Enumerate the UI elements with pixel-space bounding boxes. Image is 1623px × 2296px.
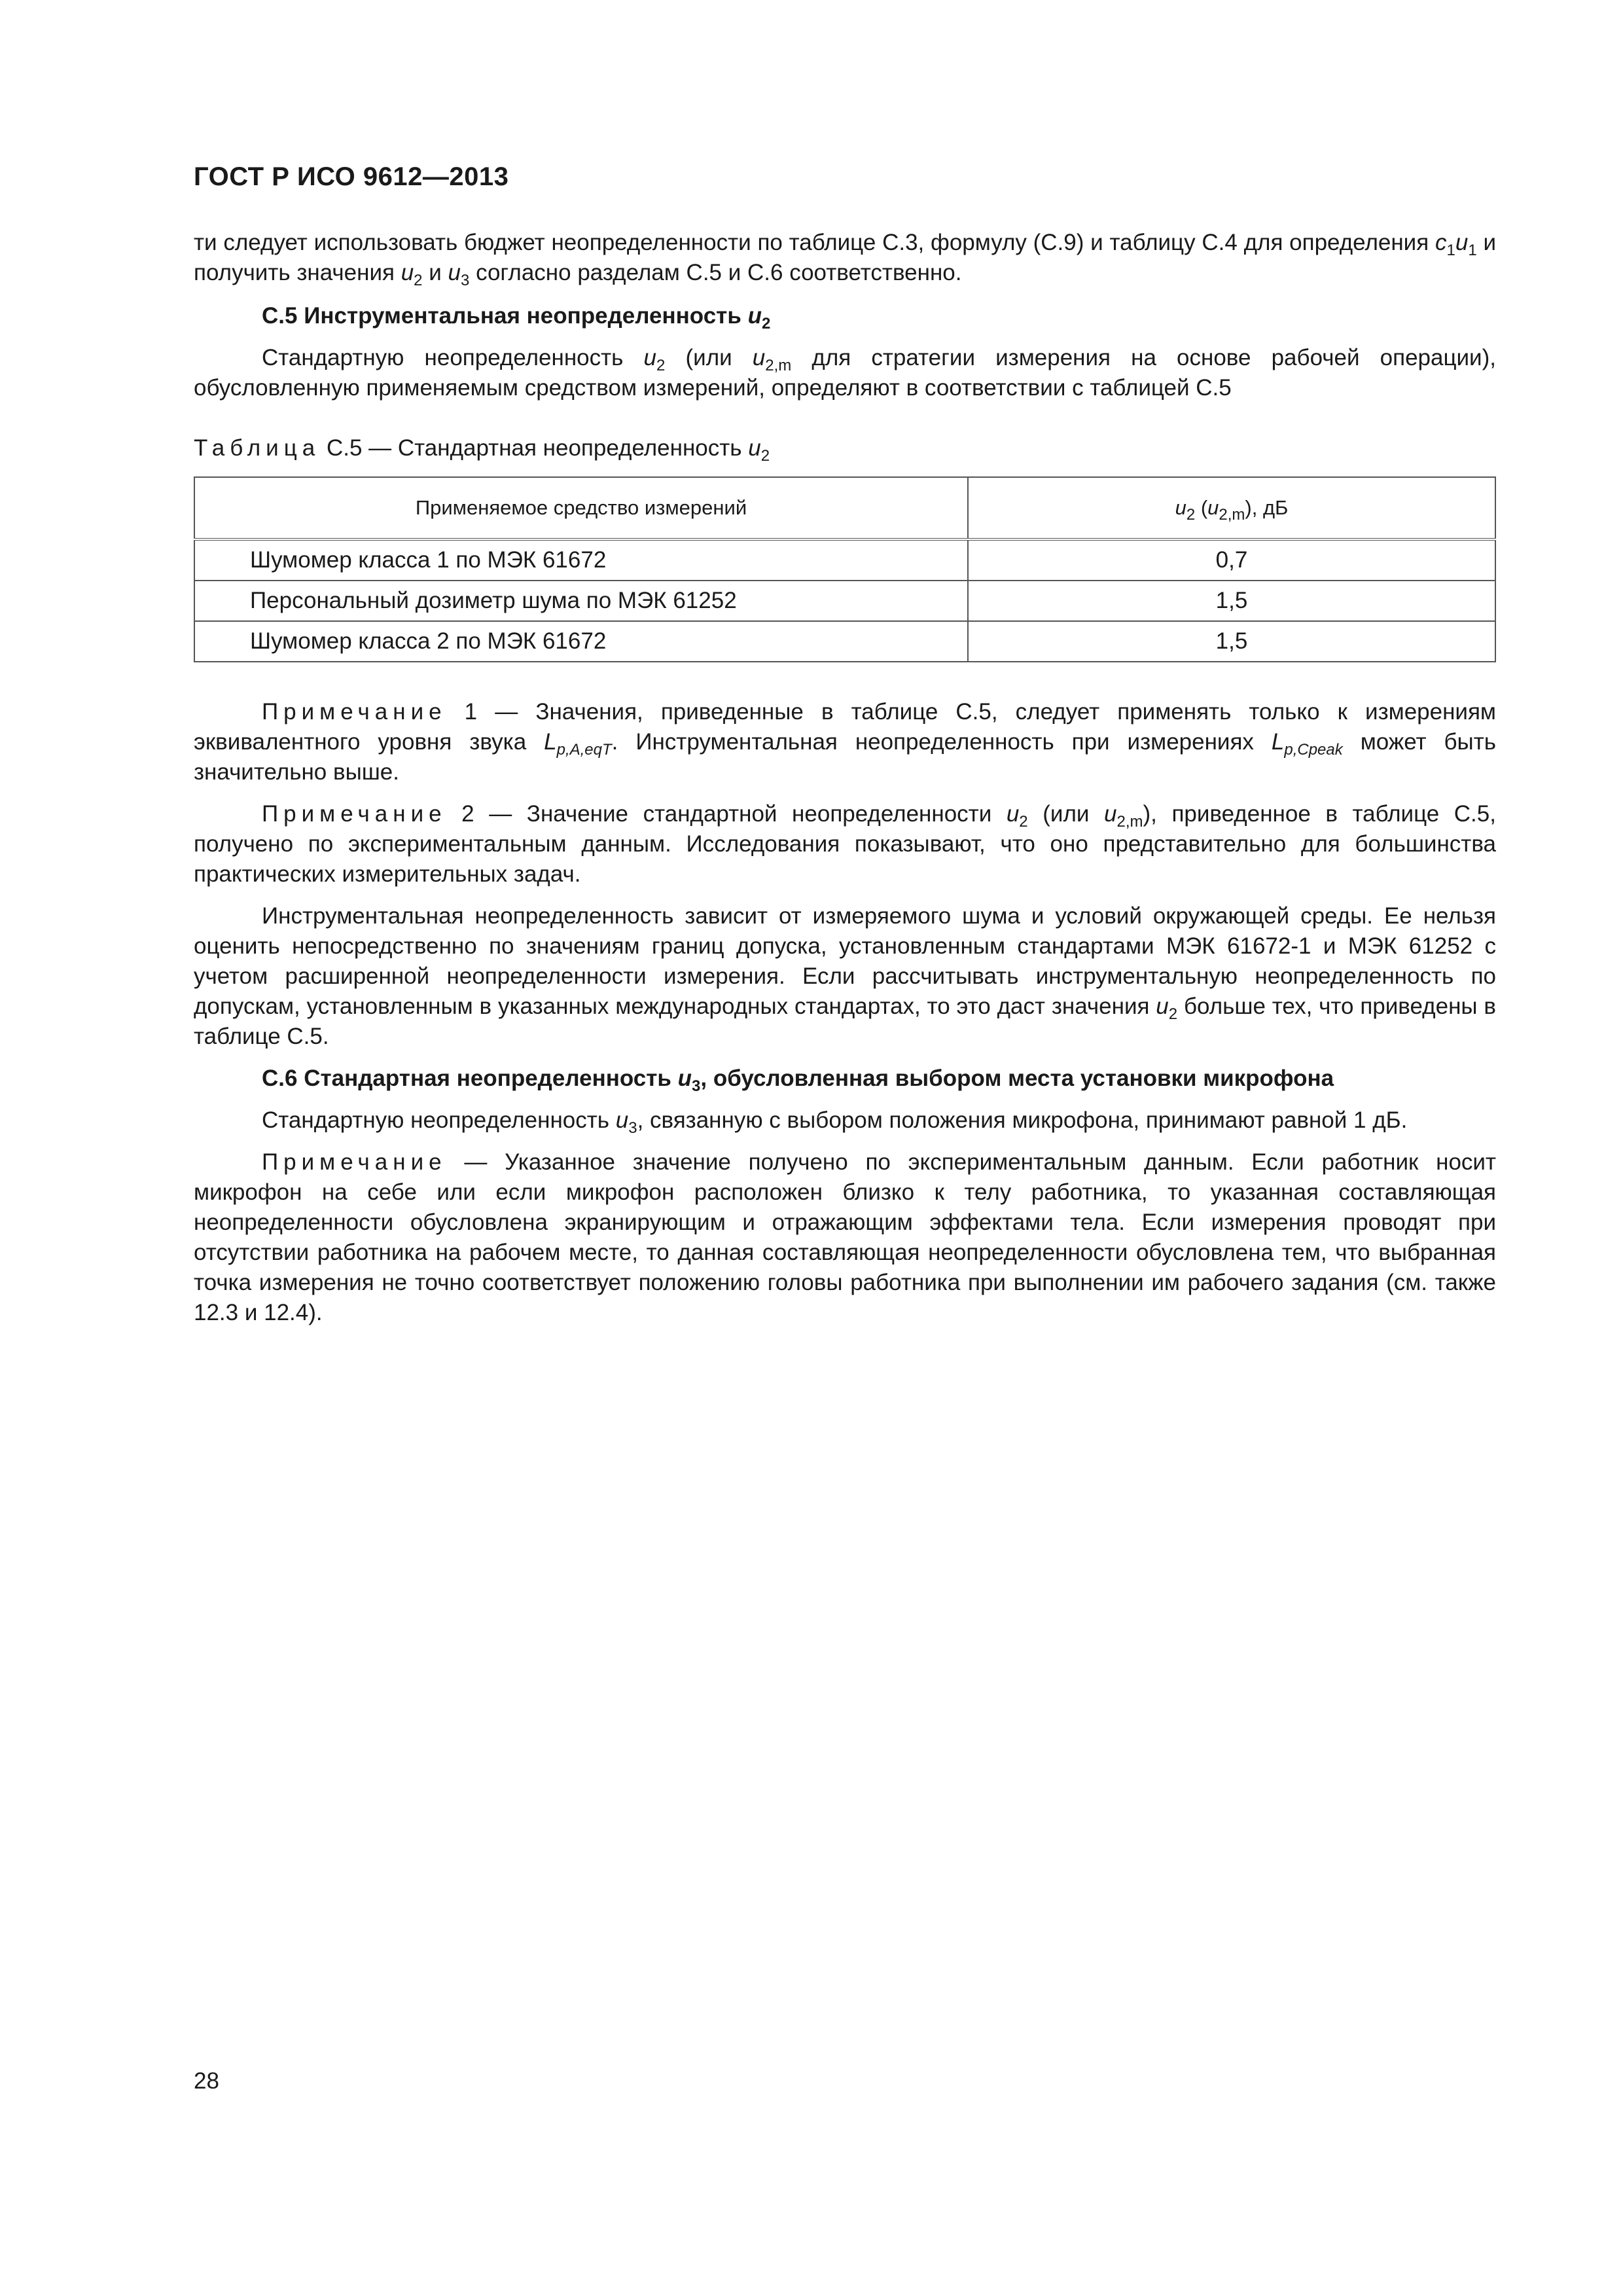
section-c6-title-a: С.6 Стандартная неопределенность — [262, 1066, 678, 1091]
col2-sub2: 2,m — [1219, 506, 1245, 524]
intro-paragraph — [194, 228, 1496, 300]
table-cell-device: Шумомер класса 2 по МЭК 61672 — [194, 621, 968, 662]
note-2 — [194, 799, 1496, 889]
section-c6-title-var: u — [677, 1066, 692, 1091]
section-c6-title-sub: 3 — [692, 1077, 701, 1095]
instr-text-a: Инструментальная неопределенность зависит от измеряемого шума и условий окружающей среды. Ее нельзя оценить непосредственно по значениям границ допуска, установленным стандартами МЭК 61672-1 и МЭК 61252 с учетом расширенной неопределенности измерения. Если рассчитывать инструментальную неопределенность по допускам, установленным в указанных международных стандартах, то это даст значения — [194, 903, 1496, 1019]
intro-text — [194, 228, 1496, 288]
col2-sub: 2 — [1186, 506, 1196, 524]
instr-var: u — [1156, 994, 1169, 1019]
intro-mid: и получить значения — [194, 230, 1496, 285]
c6-var: u — [615, 1107, 629, 1133]
c6-para-a: Стандартную неопределенность — [262, 1107, 616, 1133]
col2-var: u — [1175, 496, 1186, 519]
var-c1-sub: 1 — [1446, 242, 1455, 259]
document-header: ГОСТ Р ИСО 9612—2013 — [194, 162, 509, 191]
table-caption-var: u — [748, 435, 761, 461]
c5-para-a: Стандартную неопределенность — [262, 345, 644, 370]
intro-tail: согласно разделам С.5 и С.6 соответственно. — [469, 260, 962, 285]
var-u3: u — [448, 260, 461, 285]
table-cell-value: 1,5 — [968, 581, 1495, 621]
var-c1: c — [1435, 230, 1447, 255]
note-1-text-b: . Инструментальная неопределенность при измерениях — [611, 729, 1272, 755]
col2-var2: u — [1207, 496, 1219, 519]
col2-close: ), дБ — [1245, 496, 1289, 519]
table-caption-sub: 2 — [760, 447, 770, 465]
var-u3-sub: 3 — [460, 272, 470, 289]
section-c5 — [194, 301, 1496, 415]
table-cell-device: Персональный дозиметр шума по МЭК 61252 — [194, 581, 968, 621]
note-2-text-c: ), приведенное в таблице С.5, получено по экспериментальным данным. Исследования показывают, что оно представительно для большинства практических измерительных задач. — [194, 801, 1496, 887]
note-2-label: Примечание — [262, 801, 447, 827]
table-caption-label: Таблица — [194, 435, 321, 461]
c6-var-sub: 3 — [628, 1119, 637, 1137]
note-3 — [194, 1147, 1496, 1328]
note-1-var-l1: L — [544, 729, 557, 755]
instrumental-paragraph — [194, 901, 1496, 1052]
c5-var1-sub: 2 — [656, 357, 666, 374]
c5-para-c: для стратегии измерения на основе рабочей операции), обусловленную применяемым средством измерений, определяют в соответствии с таблицей С.5 — [194, 345, 1496, 401]
c5-para-b: (или — [665, 345, 753, 370]
section-c5-heading — [194, 301, 1496, 331]
note-2-text-b: (или — [1027, 801, 1104, 827]
col-header-device: Применяемое средство измерений — [194, 477, 968, 539]
var-u1: u — [1455, 230, 1469, 255]
table-cell-device: Шумомер класса 1 по МЭК 61672 — [194, 539, 968, 581]
note-2-var1-sub: 2 — [1019, 813, 1028, 831]
c6-para-b: , связанную с выбором положения микрофона, принимают равной 1 дБ. — [637, 1107, 1408, 1133]
section-c5-title: С.5 Инструментальная неопределенность — [262, 303, 748, 329]
section-c5-title-var: u — [747, 303, 762, 329]
table-caption — [194, 435, 770, 465]
note-1-text-a: 1 — Значения, приведенные в таблице С.5, следует применять только к измерениям эквивалентного уровня звука — [194, 699, 1496, 755]
uncertainty-table — [194, 476, 1496, 662]
note-3-label: Примечание — [262, 1149, 447, 1175]
page-number: 28 — [194, 2068, 219, 2094]
table-cell-value: 0,7 — [968, 539, 1495, 581]
var-u2: u — [401, 260, 414, 285]
c5-var2-sub: 2,m — [765, 357, 792, 374]
table-row — [194, 621, 1495, 662]
col-header-value — [968, 477, 1495, 539]
var-u1-sub: 1 — [1468, 242, 1477, 259]
section-c5-title-sub: 2 — [761, 315, 771, 332]
note-2-var1: u — [1006, 801, 1020, 827]
table-row — [194, 539, 1495, 581]
note-1 — [194, 697, 1496, 787]
note-1-label: Примечание — [262, 699, 447, 725]
var-u2-sub: 2 — [414, 272, 423, 289]
section-c6-paragraph — [194, 1105, 1496, 1136]
table-cell-value: 1,5 — [968, 621, 1495, 662]
table-row — [194, 581, 1495, 621]
note-1-var-l2: L — [1271, 729, 1285, 755]
table-caption-text: С.5 — Стандартная неопределенность — [320, 435, 749, 461]
note-1-text-c: может быть значительно выше. — [194, 729, 1496, 785]
section-c6-heading — [194, 1064, 1496, 1094]
section-c6-title-b: , обусловленная выбором места установки микрофона — [700, 1066, 1334, 1091]
c5-var1: u — [643, 345, 656, 370]
section-c5-paragraph — [194, 343, 1496, 403]
instr-var-sub: 2 — [1168, 1005, 1178, 1023]
note-3-text: — Указанное значение получено по экспериментальным данным. Если работник носит микрофон на себе или если микрофон расположен близко к телу работника, то указанная составляющая неопределенности обусловлена экранирующим и отражающим эффектами тела. Если измерения проводят при отсутствии работника на рабочем месте, то данная составляющая неопределенности обусловлена тем, что выбранная точка измерения не точно соответствует положению головы работника при выполнении им рабочего задания (см. также 12.3 и 12.4). — [194, 1149, 1496, 1325]
note-1-var-l2-sub: p,Cpeak — [1284, 741, 1343, 759]
intro-and: и — [422, 260, 448, 285]
note-2-text-a: 2 — Значение стандартной неопределенности — [446, 801, 1007, 827]
col2-open: ( — [1195, 496, 1208, 519]
intro-line1: ти следует использовать бюджет неопределенности по таблице С.3, формулу (С.9) и таблицу С.4 для определения — [194, 230, 1429, 255]
table-header-row — [194, 477, 1495, 539]
note-1-var-l1-sub: p,A,eqT — [556, 741, 612, 759]
notes-and-section-c6 — [194, 697, 1496, 1340]
instr-text-b: больше тех, что приведены в таблице С.5. — [194, 994, 1496, 1049]
note-2-var2-sub: 2,m — [1116, 813, 1143, 831]
c5-var2: u — [752, 345, 766, 370]
note-2-var2: u — [1104, 801, 1117, 827]
